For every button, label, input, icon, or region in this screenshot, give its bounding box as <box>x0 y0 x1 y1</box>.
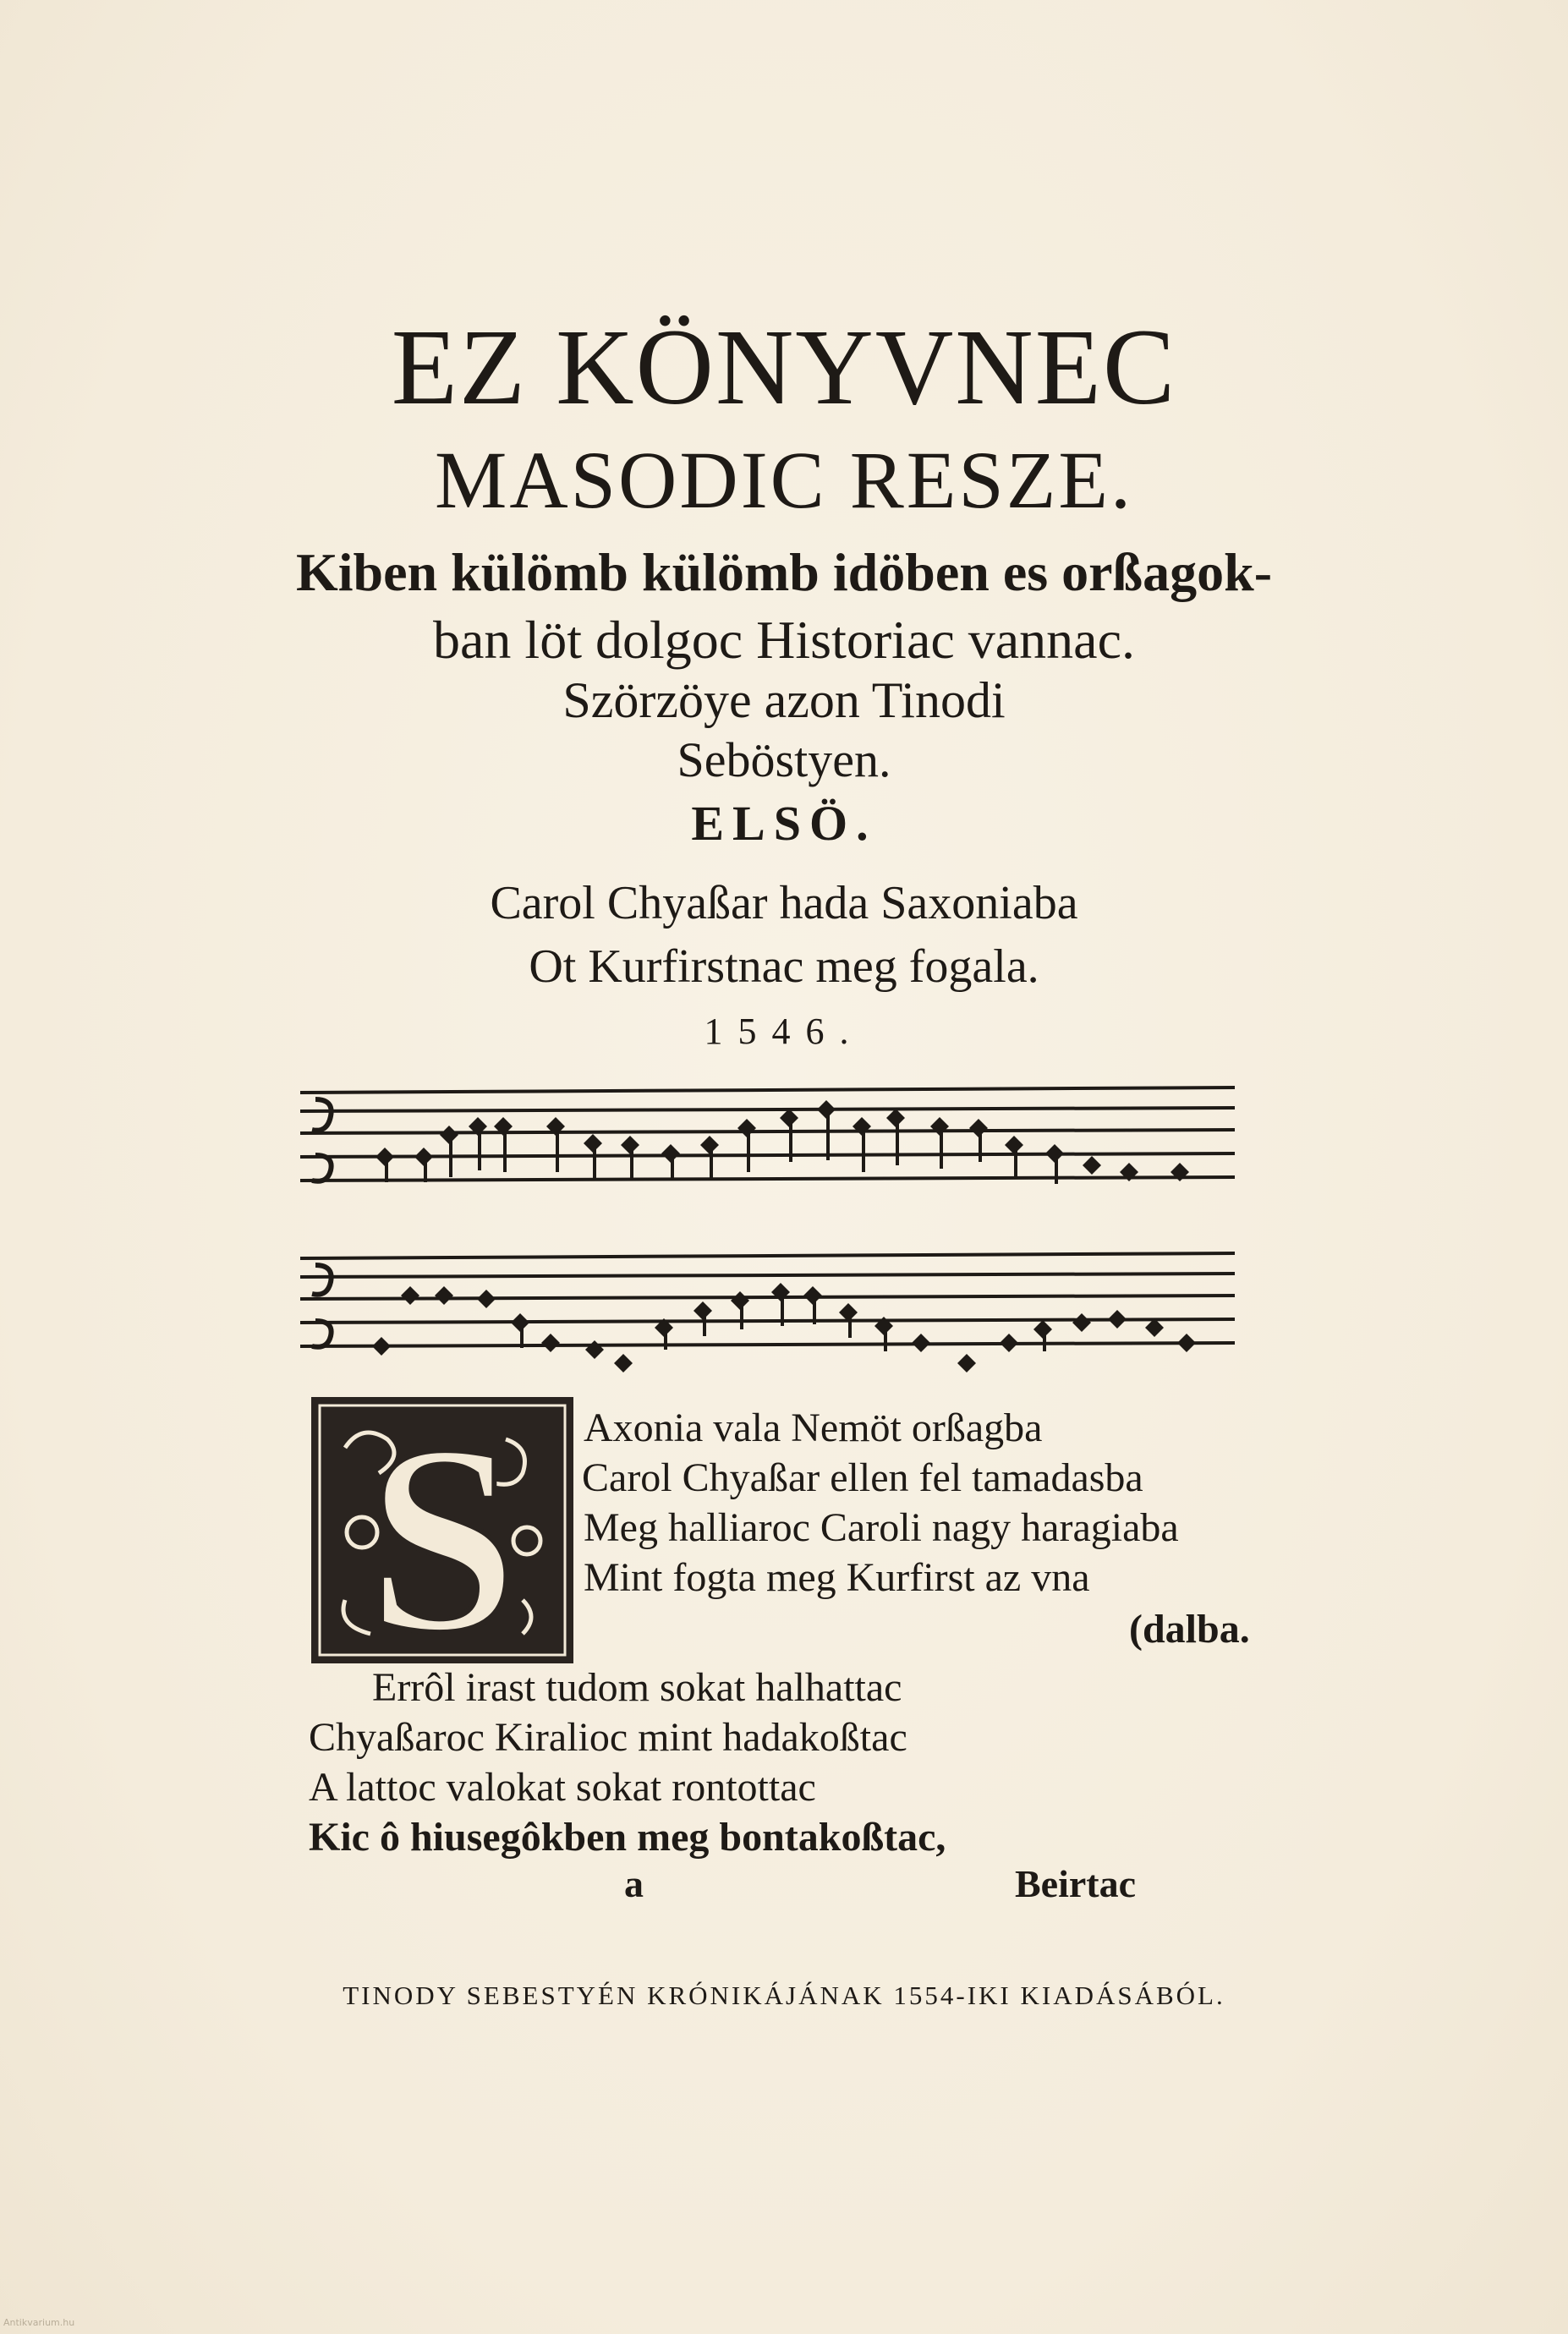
verse-line-8: Kic ô hiusegôkben meg bontakoßtac, <box>309 1815 946 1860</box>
author-line-1: Szörzöye azon Tinodi <box>562 672 1006 728</box>
note-staff-2-16 <box>912 1334 930 1352</box>
song-title-line-2: Ot Kurfirstnac meg fogala. <box>529 940 1039 993</box>
subtitle-line-2: ban löt dolgoc Historiac vannac. <box>433 610 1135 670</box>
note-staff-1-20 <box>1083 1156 1101 1175</box>
author-line-2: Seböstyen. <box>677 732 891 787</box>
music-notes-1 <box>376 1100 1189 1184</box>
section-heading: ELSÖ. <box>691 796 877 851</box>
watermark: Antikvarium.hu <box>3 2317 75 2328</box>
initial-letter: S <box>367 1397 518 1663</box>
catchword: Beirtac <box>1015 1862 1137 1905</box>
title-line-1: EZ KÖNYVNEC <box>391 307 1177 427</box>
song-title-line-1: Carol Chyaßar hada Saxoniaba <box>490 877 1078 929</box>
note-staff-2-8 <box>614 1354 633 1372</box>
signature-mark: a <box>624 1862 644 1905</box>
note-staff-2-17 <box>957 1354 976 1372</box>
note-staff-2-7 <box>585 1340 604 1359</box>
verse-line-7: A lattoc valokat sokat rontottac <box>309 1765 816 1810</box>
clef-icon <box>312 1099 332 1347</box>
note-staff-2-2 <box>401 1286 419 1305</box>
decorated-initial-s <box>311 1397 573 1663</box>
note-staff-2-4 <box>477 1290 496 1308</box>
note-staff-2-18 <box>1000 1334 1018 1352</box>
note-staff-2-3 <box>435 1286 453 1305</box>
verse-line-2: Carol Chyaßar ellen fel tamadasba <box>582 1455 1143 1500</box>
caption: TINODY SEBESTYÉN KRÓNIKÁJÁNAK 1554-IKI KIADÁSÁBÓL. <box>343 1981 1225 2010</box>
subtitle-line-1: Kiben külömb külömb idöben es orßagok- <box>295 542 1273 602</box>
year: 1546. <box>704 1011 864 1052</box>
verse-line-5: Errôl irast tudom sokat halhattac <box>372 1665 902 1710</box>
note-staff-2-6 <box>541 1334 560 1352</box>
verse-line-4: Mint fogta meg Kurfirst az vna <box>584 1555 1090 1600</box>
note-staff-2-1 <box>372 1337 391 1356</box>
music-notation <box>300 1074 1239 1387</box>
note-staff-2-23 <box>1177 1334 1196 1352</box>
verse-line-1: Axonia vala Nemöt orßagba <box>584 1405 1043 1450</box>
title-line-2: MASODIC RESZE. <box>434 435 1134 525</box>
verse-line-4-continuation: (dalba. <box>1129 1607 1250 1652</box>
note-staff-2-21 <box>1108 1310 1127 1329</box>
note-staff-2-20 <box>1072 1313 1091 1332</box>
verse-line-3: Meg halliaroc Caroli nagy haragiaba <box>584 1505 1179 1550</box>
verse-line-6: Chyaßaroc Kiralioc mint hadakoßtac <box>309 1715 907 1760</box>
